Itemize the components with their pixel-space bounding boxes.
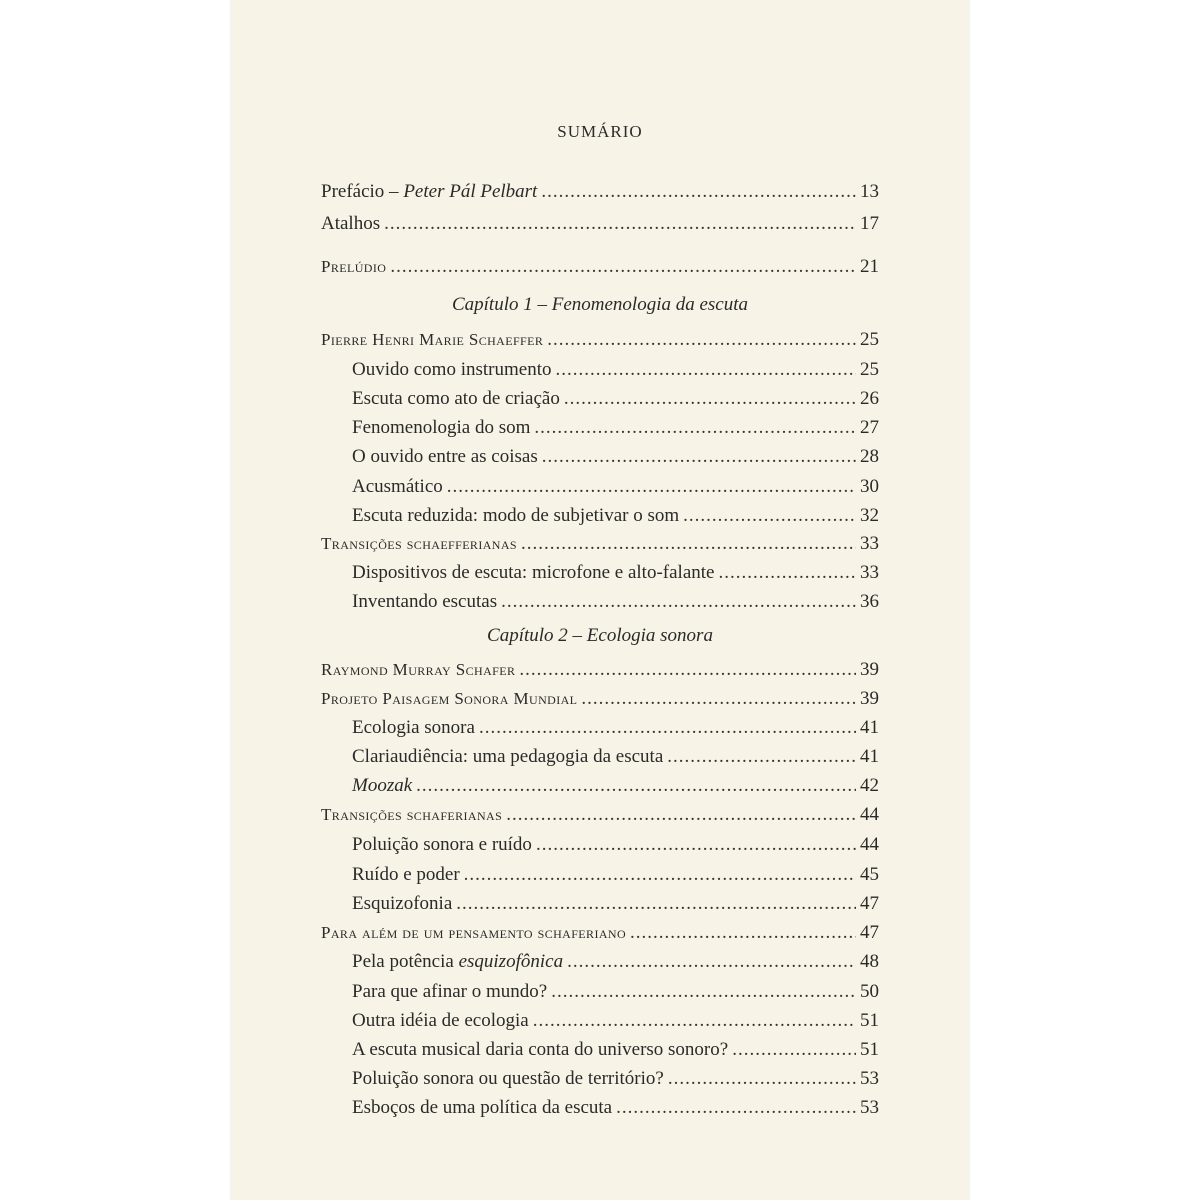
toc-entry: [352, 947, 879, 977]
toc-entry-title: Atalhos: [321, 213, 381, 234]
toc-entry: [352, 442, 879, 472]
toc-entry-atalhos: [321, 209, 879, 239]
leader-dots: [519, 655, 856, 685]
chapter-2-title: Capítulo 2 – Ecologia sonora: [487, 625, 713, 646]
toc-entry-title: Raymond Murray Schafer: [321, 660, 516, 679]
leader-dots: [534, 413, 856, 443]
leader-dots: [616, 1093, 856, 1123]
leader-dots: [567, 947, 856, 977]
toc-entry: [352, 1064, 879, 1094]
toc-entry-title: Esquizofonia: [352, 893, 453, 914]
toc-entry-title: A escuta musical daria conta do universo sonoro?: [352, 1039, 729, 1060]
toc-entry-page: 32: [860, 505, 879, 526]
toc-entry-title: Poluição sonora ou questão de território?: [352, 1068, 664, 1089]
leader-dots: [551, 977, 856, 1007]
toc-entry-page: 45: [860, 864, 879, 885]
toc-entry-page: 13: [860, 181, 879, 202]
leader-dots: [547, 325, 856, 355]
toc-entry-page: 51: [860, 1010, 879, 1031]
toc-entry-title: Ouvido como instrumento: [352, 359, 552, 380]
toc-entry-page: 44: [860, 834, 879, 855]
leader-dots: [541, 177, 856, 207]
toc-entry-title: Para que afinar o mundo?: [352, 981, 548, 1002]
toc-entry-title: Transições schaefferianas: [321, 534, 518, 553]
toc-entry-title: Prelúdio: [321, 257, 387, 276]
toc-entry: [352, 830, 879, 860]
leader-dots: [501, 587, 856, 617]
toc-entry-page: 41: [860, 717, 879, 738]
toc-entry-page: 47: [860, 893, 879, 914]
leader-dots: [683, 501, 856, 531]
toc-entry-page: 25: [860, 329, 879, 350]
toc-entry-page: 39: [860, 659, 879, 680]
toc-entry-page: 42: [860, 775, 879, 796]
toc-entry-page: 53: [860, 1068, 879, 1089]
toc-entry-title: Prefácio – Peter Pál Pelbart: [321, 181, 538, 202]
toc-entry-page: 27: [860, 417, 879, 438]
leader-dots: [521, 529, 856, 559]
toc-entry: [352, 587, 879, 617]
leader-dots: [447, 472, 856, 502]
toc-entry-title: Ecologia sonora: [352, 717, 475, 738]
toc-entry-title: O ouvido entre as coisas: [352, 446, 538, 467]
leader-dots: [667, 742, 856, 772]
toc-entry-prefacio: [321, 177, 879, 207]
leader-dots: [456, 889, 856, 919]
leader-dots: [479, 713, 856, 743]
leader-dots: [732, 1035, 856, 1065]
toc-entry-title: Dispositivos de escuta: microfone e alto-falante: [352, 562, 715, 583]
toc-entry-page: 25: [860, 359, 879, 380]
leader-dots: [390, 252, 856, 282]
toc-entry-page: 47: [860, 922, 879, 943]
toc-entry-title: Pierre Henri Marie Schaeffer: [321, 330, 544, 349]
leader-dots: [668, 1064, 856, 1094]
toc-entry: [352, 742, 879, 772]
leader-dots: [542, 442, 856, 472]
toc-entry: [352, 1035, 879, 1065]
toc-entry: [321, 684, 879, 714]
toc-entry: [321, 325, 879, 355]
toc-entry: [352, 860, 879, 890]
toc-entry: [352, 472, 879, 502]
leader-dots: [416, 771, 856, 801]
chapter-1-title: Capítulo 1 – Fenomenologia da escuta: [451, 294, 749, 315]
toc-entry: [352, 977, 879, 1007]
toc-entry-title: Inventando escutas: [352, 591, 498, 612]
toc-entry-page: 41: [860, 746, 879, 767]
leader-dots: [464, 860, 856, 890]
toc-entry-title: Moozak: [352, 775, 413, 796]
toc-entry-title: Poluição sonora e ruído: [352, 834, 532, 855]
toc-entry: [352, 1093, 879, 1123]
toc-entry: [352, 355, 879, 385]
leader-dots: [536, 830, 856, 860]
toc-entry-title: Escuta como ato de criação: [352, 388, 560, 409]
toc-entry-page: 50: [860, 981, 879, 1002]
toc-entry: [352, 384, 879, 414]
toc-entry-title: Fenomenologia do som: [352, 417, 531, 438]
toc-entry-page: 53: [860, 1097, 879, 1118]
toc-entry-page: 33: [860, 562, 879, 583]
toc-entry-title: Clariaudiência: uma pedagogia da escuta: [352, 746, 664, 767]
toc-entry-title: Acusmático: [352, 476, 443, 497]
toc-entry-page: 51: [860, 1039, 879, 1060]
toc-entry-page: 17: [860, 213, 879, 234]
toc-entry-preludio: [321, 252, 879, 282]
toc-entry: [321, 529, 879, 559]
leader-dots: [384, 209, 856, 239]
toc-entry-page: 21: [860, 256, 879, 277]
toc-entry-page: 30: [860, 476, 879, 497]
toc-entry: [352, 501, 879, 531]
toc-entry-page: 44: [860, 804, 879, 825]
leader-dots: [718, 558, 856, 588]
page-heading: SUMÁRIO: [557, 122, 643, 141]
toc-entry-title: Escuta reduzida: modo de subjetivar o som: [352, 505, 680, 526]
toc-entry-page: 39: [860, 688, 879, 709]
toc-entry-title: Esboços de uma política da escuta: [352, 1097, 613, 1118]
leader-dots: [506, 800, 856, 830]
toc-entry: [352, 713, 879, 743]
toc-entry-title: Outra idéia de ecologia: [352, 1010, 529, 1031]
toc-entry-page: 33: [860, 533, 879, 554]
toc-entry-title: Para além de um pensamento schaferiano: [321, 923, 627, 942]
leader-dots: [564, 384, 856, 414]
leader-dots: [630, 918, 856, 948]
toc-entry-title: Transições schaferianas: [321, 805, 503, 824]
leader-dots: [581, 684, 856, 714]
toc-entry: [352, 771, 879, 801]
toc-entry-page: 48: [860, 951, 879, 972]
toc-entry: [352, 558, 879, 588]
toc-entry-page: 26: [860, 388, 879, 409]
toc-entry: [321, 918, 879, 948]
toc-entry: [352, 413, 879, 443]
toc-entry-title: Projeto Paisagem Sonora Mundial: [321, 689, 578, 708]
leader-dots: [555, 355, 856, 385]
toc-entry: [352, 889, 879, 919]
toc-entry-page: 36: [860, 591, 879, 612]
toc-entry: [321, 800, 879, 830]
toc-entry: [352, 1006, 879, 1036]
toc-entry-title: Ruído e poder: [352, 864, 460, 885]
toc-entry: [321, 655, 879, 685]
toc-entry-page: 28: [860, 446, 879, 467]
leader-dots: [533, 1006, 856, 1036]
toc-entry-title: Pela potência esquizofônica: [352, 951, 564, 972]
